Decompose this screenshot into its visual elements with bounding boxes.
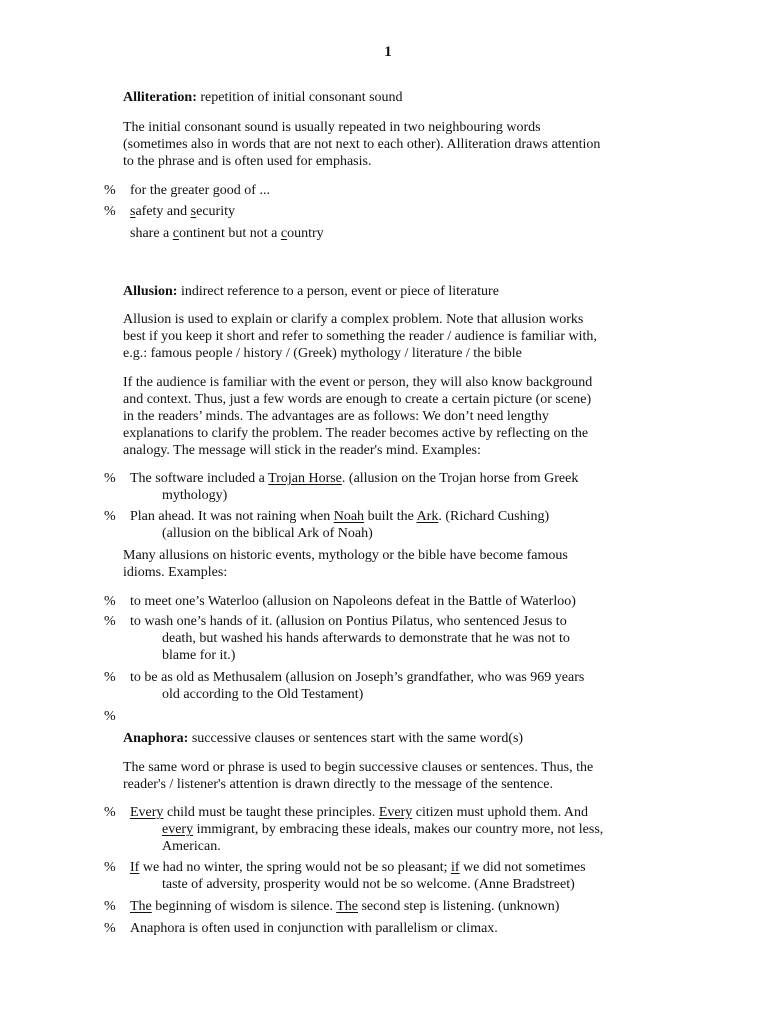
underlined-text: s [130,204,136,219]
page-number: 1 [384,44,392,60]
text: to meet one’s Waterloo (allusion on Napoleons defeat in the Battle of Waterloo) [130,594,576,609]
text: citizen must uphold them. And [412,805,589,820]
paragraph-line: analogy. The message will stick in the reader's mind. Examples: [123,443,481,458]
text: share a [130,226,173,241]
paragraph-line: to the phrase and is often used for emphasis. [123,154,372,169]
allusion-definition: indirect reference to a person, event or piece of literature [177,284,499,299]
bullet-mark: % [104,471,116,486]
anaphora-definition: successive clauses or sentences start with the same word(s) [188,731,524,746]
paragraph-line: The initial consonant sound is usually repeated in two neighbouring words [123,120,541,135]
paragraph-line: reader's / listener's attention is drawn directly to the message of the sentence. [123,777,553,792]
paragraph-line: e.g.: famous people / history / (Greek) mythology / literature / the bible [123,346,522,361]
underlined-text: Every [378,805,413,820]
paragraph-line: The same word or phrase is used to begin successive clauses or sentences. Thus, the [123,760,594,775]
alliteration-heading [123,89,658,106]
paragraph-line: If the audience is familiar with the event or person, they will also know background [123,375,593,390]
text: Anaphora is often used in conjunction with parallelism or climax. [130,921,498,936]
bullet-mark: % [104,509,116,524]
alliteration-paragraph [123,119,658,170]
underlined-text: every [162,822,194,837]
paragraph-line: best if you keep it short and refer to something the reader / audience is familiar with, [123,329,597,344]
underlined-text: c [280,226,288,241]
paragraph-line: Allusion is used to explain or clarify a complex problem. Note that allusion works [123,312,584,327]
paragraph-line: explanations to clarify the problem. The reader becomes active by reflecting on the [123,426,589,441]
underlined-text: g [212,183,220,198]
text: ood of ... [219,183,270,198]
text: old according to the Old Testament) [162,687,364,702]
text: death, but washed his hands afterwards to demonstrate that he was not to [162,631,570,646]
text: ecurity [196,204,235,219]
bullet-mark: % [104,899,116,914]
text: . (Richard Cushing) [438,509,550,524]
text: for the greater [130,183,213,198]
allusion-term: Allusion: [123,284,178,299]
paragraph-line: in the readers’ minds. The advantages are as follows: We don’t need lengthy [123,409,549,424]
text: we did not sometimes [459,860,586,875]
anaphora-term: Anaphora: [123,731,189,746]
bullet-mark: % [104,670,116,685]
text: child must be taught these principles. [163,805,379,820]
text: ontinent but not a [178,226,281,241]
underlined-text: The [336,899,358,914]
text: mythology) [162,488,228,503]
allusion-paragraph-1 [123,311,658,362]
underlined-text: The [130,899,152,914]
underlined-text: c [172,226,179,241]
underlined-text: Noah [333,509,365,524]
bullet-mark: % [104,709,116,724]
text: to wash one’s hands of it. (allusion on Pontius Pilatus, who sentenced Jesus to [130,614,567,629]
text: afety and [135,204,191,219]
text: American. [162,839,221,854]
text: we had no winter, the spring would not be so pleasant; [139,860,451,875]
bullet-mark: % [104,921,116,936]
text: beginning of wisdom is silence. [151,899,337,914]
underlined-text: If [130,860,140,875]
allusion-heading [123,283,658,300]
anaphora-paragraph [123,759,658,793]
bullet-mark: % [104,204,116,219]
text: ountry [287,226,324,241]
bullet-mark: % [104,860,116,875]
idioms-intro [123,547,658,581]
text: taste of adversity, prosperity would not be so welcome. (Anne Bradstreet) [162,877,575,892]
allusion-paragraph-2 [123,374,658,459]
paragraph-line: Many allusions on historic events, mythology or the bible have become famous [123,548,568,563]
text: built the [364,509,417,524]
underlined-text: if [451,860,460,875]
text: second step is listening. (unknown) [357,899,560,914]
paragraph-line: idioms. Examples: [123,565,228,580]
alliteration-term: Alliteration: [123,90,197,105]
bullet-mark: % [104,805,116,820]
paragraph-line: (sometimes also in words that are not next to each other). Alliteration draws attention [123,137,601,152]
underlined-text: Ark [416,509,439,524]
paragraph-line: and context. Thus, just a few words are enough to create a certain picture (or scene) [123,392,592,407]
text: (allusion on the biblical Ark of Noah) [162,526,373,541]
bullet-mark: % [104,614,116,629]
anaphora-heading [123,730,658,747]
text: immigrant, by embracing these ideals, makes our country more, not less, [193,822,604,837]
text: to be as old as Methusalem (allusion on Joseph’s grandfather, who was 969 years [130,670,585,685]
underlined-text: s [190,204,197,219]
underlined-text: Every [130,805,164,820]
bullet-mark: % [104,183,116,198]
text: Plan ahead. It was not raining when [130,509,334,524]
text: The software included a [130,471,269,486]
text: . (allusion on the Trojan horse from Greek [341,471,579,486]
text: blame for it.) [162,648,236,663]
alliteration-definition: repetition of initial consonant sound [196,90,403,105]
underlined-text: Trojan Horse [268,471,342,486]
bullet-mark: % [104,594,116,609]
